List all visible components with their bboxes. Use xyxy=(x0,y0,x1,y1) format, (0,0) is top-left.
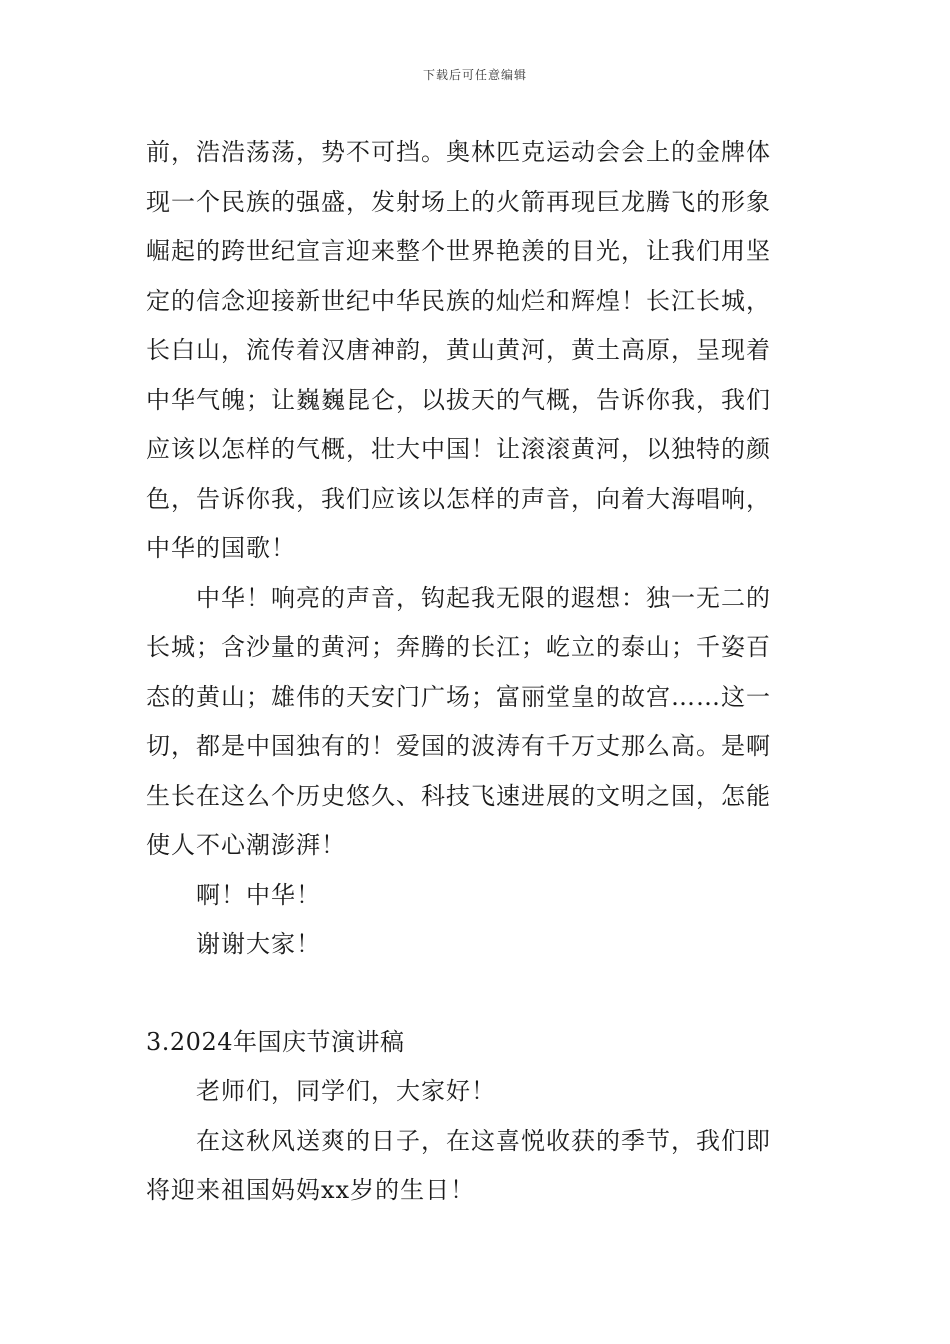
paragraph-line: 定的信念迎接新世纪中华民族的灿烂和辉煌！长江长城， xyxy=(146,286,771,315)
paragraph-line: 色，告诉你我，我们应该以怎样的声音，向着大海唱响， xyxy=(146,484,771,513)
page-header: 下载后可任意编辑 xyxy=(422,68,527,82)
paragraph-line: 中华气魄；让巍巍昆仑，以拔天的气概，告诉你我，我们 xyxy=(146,385,771,414)
thanks-line: 谢谢大家！ xyxy=(196,930,321,958)
paragraph-line: 应该以怎样的气概，壮大中国！让滚滚黄河，以独特的颜 xyxy=(146,435,771,463)
paragraph-line: 现一个民族的强盛，发射场上的火箭再现巨龙腾飞的形象 xyxy=(146,187,771,216)
paragraph-line: 使人不心潮澎湃！ xyxy=(146,831,346,859)
paragraph-line: 切，都是中国独有的！爱国的波涛有千万丈那么高。是啊 xyxy=(146,732,771,760)
paragraph-line: 崛起的跨世纪宣言迎来整个世界艳羡的目光，让我们用坚 xyxy=(146,237,771,265)
paragraph-line: 长白山，流传着汉唐神韵，黄山黄河，黄土高原，呈现着 xyxy=(146,336,771,364)
section-spacer xyxy=(146,970,806,1018)
paragraph-line: 前，浩浩荡荡，势不可挡。奥林匹克运动会会上的金牌体 xyxy=(146,138,771,166)
paragraph-line: 中华的国歌！ xyxy=(146,534,296,562)
paragraph-line: 将迎来祖国妈妈xx岁的生日！ xyxy=(146,1176,476,1204)
paragraph-line: 生长在这么个历史悠久、科技飞速进展的文明之国，怎能 xyxy=(146,781,771,810)
greeting-line: 老师们，同学们，大家好！ xyxy=(196,1077,496,1105)
exclamation-line: 啊！中华！ xyxy=(196,880,321,909)
paragraph-line: 中华！响亮的声音，钩起我无限的遐想：独一无二的 xyxy=(196,583,771,612)
section-heading: 3.2024年国庆节演讲稿 xyxy=(146,1027,405,1056)
paragraph-line: 长城；含沙量的黄河；奔腾的长江；屹立的泰山；千姿百 xyxy=(146,633,771,661)
document-body xyxy=(146,128,806,1216)
paragraph-line: 态的黄山；雄伟的天安门广场；富丽堂皇的故宫……这一 xyxy=(146,682,771,711)
paragraph-line: 在这秋风送爽的日子，在这喜悦收获的季节，我们即 xyxy=(196,1126,771,1155)
